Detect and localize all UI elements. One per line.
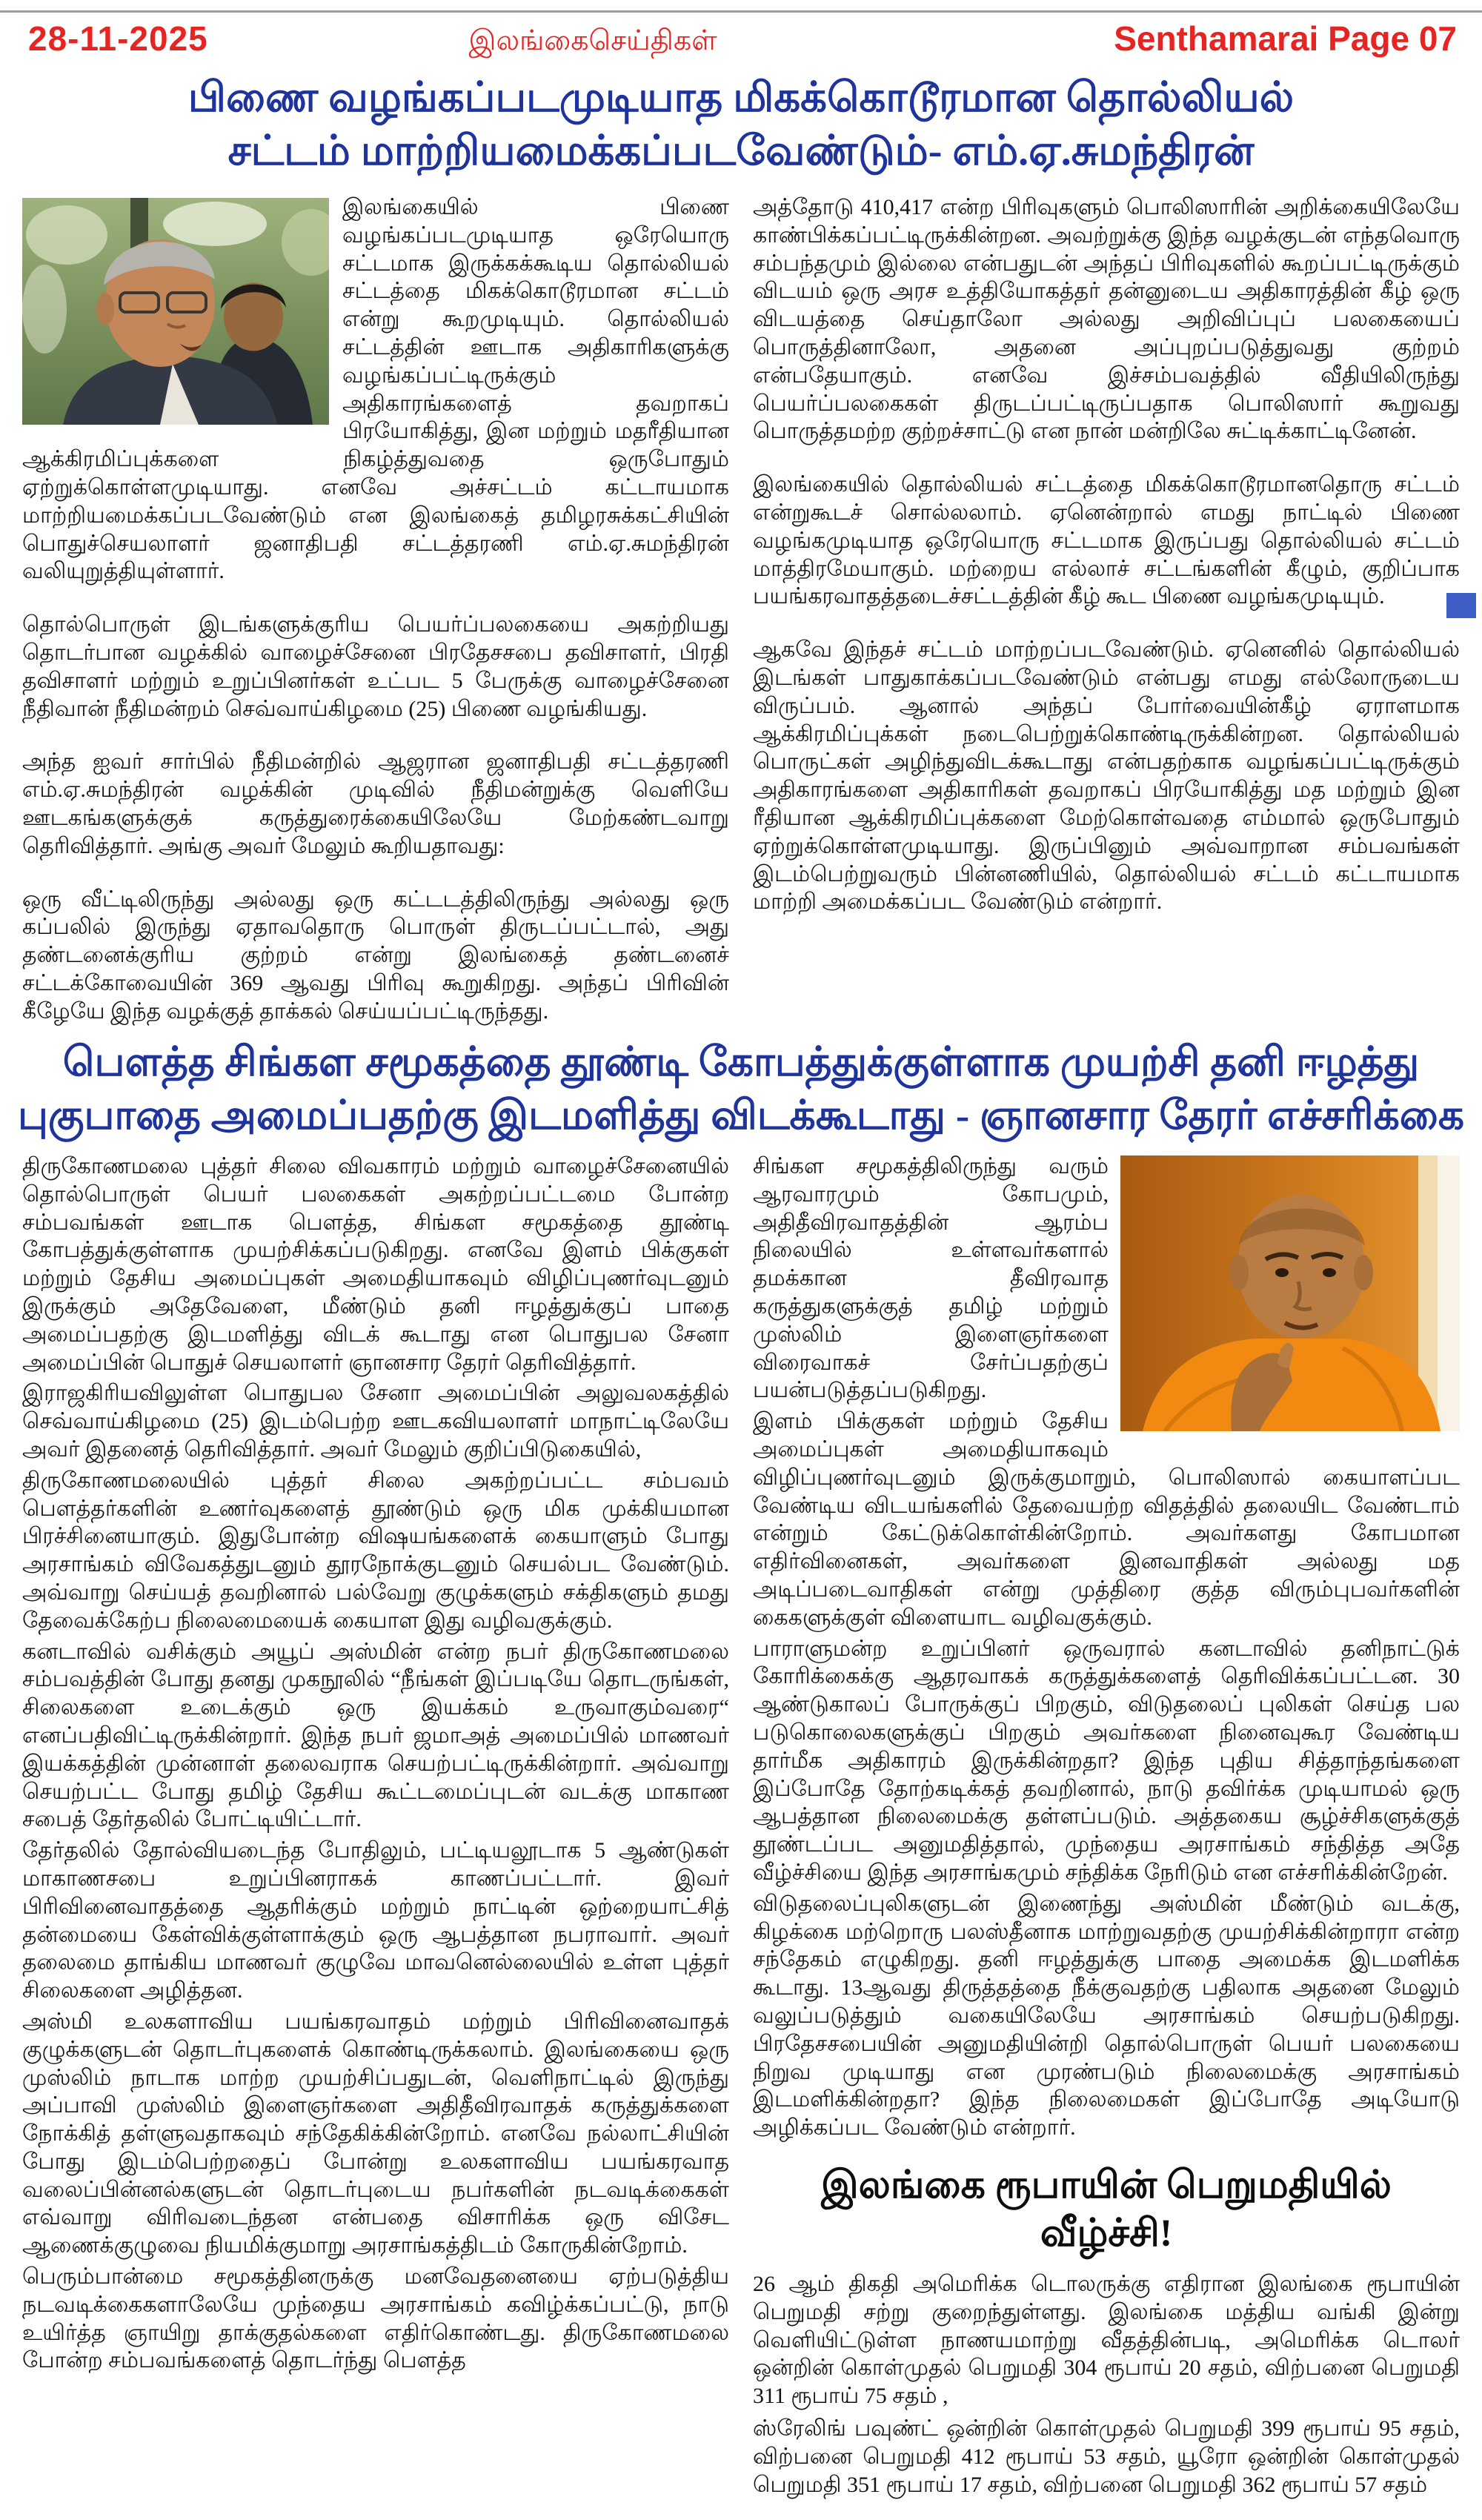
article2-paragraph: இராஜகிரியவிலுள்ள பொதுபல சேனா அமைப்பின் அலுவலகத்தில் செவ்வாய்கிழமை (25) இடம்பெற்ற ஊடகவியலாளர் மாநாட்டிலேயே அவர் இதனைத் தெரிவித்தார். அவர் மேலும் குறிப்பிடுகையில், [22,1381,729,1462]
edition-page-label: Senthamarai Page 07 [1114,19,1457,58]
article1-paragraph: அத்தோடு 410,417 என்ற பிரிவுகளும் பொலிஸாரின் அறிக்கையிலேயே காண்பிக்கப்பட்டிருக்கின்றன. அவற்றுக்கு இந்த வழக்குடன் எந்தவொரு சம்பந்தமும் இல்லை என்பதுடன் அந்தப் பிரிவுகளில் கூறப்பட்டிருக்கும் விடயம் ஒரு அரச உத்தியோகத்தர் தன்னுடைய அதிகாரத்தின் கீழ் ஒரு விடயத்தை செய்தாலோ அல்லது அறிவிப்புப் பலகையைப் பொருத்தினாலோ, அதனை அப்புறப்படுத்துவது குற்றம் என்பதேயாகும். எனவே இச்சம்பவத்தில் வீதியிலிருந்து பெயர்ப்பலகைகள் திருடப்பட்டிருப்பதாக பொலிஸார் கூறுவது பொருத்தமற்ற குற்றச்சாட்டு என நான் மன்றிலே சுட்டிக்காட்டினேன். [753,195,1460,444]
photo-sumanthiran-court [22,198,329,425]
article2-body [0,1153,1482,2520]
article1-headline [0,72,1482,188]
article2-paragraph: பெரும்பான்மை சமூகத்தினருக்கு மனவேதனையை ஏற்படுத்திய நடவடிக்கைகளாலேயே முந்தைய அரசாங்கம் கவிழ்க்கப்பட்டு, நாடு உயிர்த்த ஞாயிறு தாக்குதல்களை எதிர்கொண்டது. திருகோணமலை போன்ற சம்பவங்களைத் தொடர்ந்து பௌத்த [22,2264,729,2373]
page-header [0,13,1482,60]
article2-paragraph: விடுதலைப்புலிகளுடன் இணைந்து அஸ்மின் மீண்டும் வடக்கு, கிழக்கை மற்றொரு பலஸ்தீனாக மாற்றுவதற்கு முயற்சிக்கின்றாரா என்ற சந்தேகம் எழுகிறது. தனி ஈழத்துக்கு பாதை அமைக்க இடமளிக்க கூடாது. 13ஆவது திருத்தத்தை நீக்குவதற்கு பதிலாக அதனை மேலும் வலுப்படுத்தும் வகையிலேயே அரசாங்கம் செயற்படுகிறது. பிரதேசசபையின் அனுமதியின்றி தொல்பொருள் பெயர் பலகையை நிறுவ முடியாது என முரண்படும் நிலைமைக்கு அரசாங்கம் இடமளிக்கின்றதா? இந்த நிலைமைகள் இப்போதே அடியோடு அழிக்கப்பட வேண்டும் என்றார். [753,1891,1460,2141]
article3-headline: இலங்கை ரூபாயின் பெறுமதியில் வீழ்ச்சி! [821,2163,1392,2255]
article2-paragraph: பாராளுமன்ற உறுப்பினர் ஒருவரால் கனடாவில் தனிநாட்டுக் கோரிக்கைக்கு ஆதரவாகக் கருத்துக்களைத் தெரிவிக்கப்பட்டன. 30 ஆண்டுகாலப் போருக்குப் பிறகும், விடுதலைப் புலிகள் செய்த பல படுகொலைகளுக்குப் பிறகும் அவர்களை நினைவுகூர வேண்டிய தார்மீக அதிகாரம் இருக்கின்றதா? இந்த புதிய சித்தாந்தங்களை இப்போதே தோற்கடிக்கத் தவறினால், நாடு தவிர்க்க முடியாமல் ஒரு ஆபத்தான நிலைமைக்கு தள்ளப்படும். அத்தகைய சூழ்ச்சிகளுக்குத் தூண்டப்பட அனுமதித்தால், முந்தைய அரசாங்கம் சந்தித்த அதே வீழ்ச்சியை இந்த அரசாங்கமும் சந்திக்க நேரிடும் என எச்சரிக்கின்றேன். [753,1636,1460,1885]
article2-paragraph: திருகோணமலை புத்தர் சிலை விவகாரம் மற்றும் வாழைச்சேனையில் தொல்பொருள் பெயர் பலகைகள் அகற்றப்பட்டமை போன்ற சம்பவங்கள் ஊடாக பௌத்த, சிங்கள சமூகத்தை தூண்டி கோபத்துக்குள்ளாக முயற்சிக்கப்படுகிறது. எனவே இளம் பிக்குகள் மற்றும் தேசிய அமைப்புகள் அமைதியாகவும் விழிப்புணர்வுடனும் இருக்கும் அதேவேளை, மீண்டும் தனி ஈழத்துக்குப் பாதை அமைப்பதற்கு இடமளித்து விடக் கூடாது என பொதுபல சேனா அமைப்பின் பொதுச் செயலாளர் ஞானசார தேரர் தெரிவித்தார். [22,1154,729,1375]
article1-body [0,193,1482,1035]
article2-paragraph: திருகோணமலையில் புத்தர் சிலை அகற்றப்பட்ட சம்பவம் பௌத்தர்களின் உணர்வுகளைத் தூண்டும் ஒரு மிக முக்கியமான பிரச்சினையாகும். இதுபோன்ற விஷயங்களைக் கையாளும் போது அரசாங்கம் விவேகத்துடனும் தூரநோக்குடனும் செயல்பட வேண்டும். அவ்வாறு செய்யத் தவறினால் பல்வேறு குழுக்களும் சக்திகளும் தமது தேவைக்கேற்ப நிலைமையைக் கையாள இது வழிவகுக்கும். [22,1468,729,1633]
article1-paragraph: இலங்கையில் தொல்லியல் சட்டத்தை மிகக்கொடூரமானதொரு சட்டம் என்றுகூடச் சொல்லலாம். ஏனென்றால் எமது நாட்டில் பிணை வழங்கமுடியாத ஒரேயொரு சட்டமாக இருப்பது தொல்லியல் சட்டம் மாத்திரமேயாகும். மற்றைய எல்லாச் சட்டங்களின் கீழும், குறிப்பாக பயங்கரவாதத்தடைச்சட்டத்தின் கீழ் கூட பிணை வழங்கமுடியும். [753,472,1460,609]
article1-headline-line1: பிணை வழங்கப்படமுடியாத மிகக்கொடூரமான தொல்லியல் [187,75,1295,121]
article2-paragraph: சிங்கள சமூகத்திலிருந்து வரும் ஆரவாரமும் கோபமும், அதிதீவிரவாதத்தின் ஆரம்ப நிலையில் உள்ளவர்களால் தமக்கான தீவிரவாத கருத்துகளுக்குத் தமிழ் மற்றும் முஸ்லிம் இளைஞர்களை விரைவாகச் சேர்ப்பதற்குப் பயன்படுத்தப்படுகிறது. [753,1154,1109,1403]
article2-paragraph: கனடாவில் வசிக்கும் அயூப் அஸ்மின் என்ற நபர் திருகோணமலை சம்பவத்தின் போது தனது முகநூலில் “நீங்கள் இப்படியே தொடருங்கள், சிலைகளை உடைக்கும் ஒரு இயக்கம் உருவாகும்வரை“ எனப்பதிவிட்டிருக்கின்றார். இந்த நபர் ஜமாஅத் அமைப்பில் மாணவர் இயக்கத்தின் முன்னாள் தலைவராக செயற்பட்டிருக்கின்றார். அவ்வாறு செயற்பட்ட போது தமிழ் தேசிய கூட்டமைப்புடன் வடக்கு மாகாண சபைத் தேர்தலில் போட்டியிட்டார். [22,1639,729,1832]
article1-headline-line2: சட்டம் மாற்றியமைக்கப்படவேண்டும்- எம்.ஏ.சுமந்திரன் [227,127,1255,174]
article2-headline [0,1035,1482,1153]
article1-paragraph: அந்த ஐவர் சார்பில் நீதிமன்றில் ஆஜரான ஜனாதிபதி சட்டத்தரணி எம்.ஏ.சுமந்திரன் வழக்கின் முடிவில் நீதிமன்றுக்கு வெளியே ஊடகங்களுக்குக் கருத்துரைக்கையிலேயே மேற்கண்டவாறு தெரிவித்தார். அங்கு அவர் மேலும் கூறியதாவது: [22,749,729,858]
photo-gnanasara-thera [1120,1155,1460,1431]
article2-left-column [22,1153,729,2520]
article2-paragraph: தேர்தலில் தோல்வியடைந்த போதிலும், பட்டியலூடாக 5 ஆண்டுகள் மாகாணசபை உறுப்பினராகக் காணப்பட்டார். இவர் பிரிவினைவாதத்தை ஆதரிக்கும் மற்றும் நாட்டின் ஒற்றையாட்சித் தன்மையை கேள்விக்குள்ளாக்கும் ஒரு ஆபத்தான நபராவார். அவர் தலைமை தாங்கிய மாணவர் குழுவே மாவனெல்லையில் உள்ள புத்தர் சிலைகளை அழித்தன. [22,1838,729,2003]
margin-blue-marker [1446,593,1476,618]
article3-paragraph: 26 ஆம் திகதி அமெரிக்க டொலருக்கு எதிரான இலங்கை ரூபாயின் பெறுமதி சற்று குறைந்துள்ளது. இலங்கை மத்திய வங்கி இன்று வெளியிட்டுள்ள நாணயமாற்று வீதத்தின்படி, அமெரிக்க டொலர் ஒன்றின் கொள்முதல் பெறுமதி 304 ரூபாய் 20 சதம், விற்பனை பெறுமதி 311 ரூபாய் 75 சதம் , [753,2271,1460,2409]
article1-paragraph: ஒரு வீட்டிலிருந்து அல்லது ஒரு கட்டடத்திலிருந்து அல்லது ஒரு கப்பலில் இருந்து ஏதாவதொரு பொருள் திருடப்பட்டால், அது தண்டனைக்குரிய குற்றம் என்று இலங்கைத் தண்டனைச் சட்டக்கோவையின் 369 ஆவது பிரிவு கூறுகிறது. அந்தப் பிரிவின் கீழேயே இந்த வழக்குத் தாக்கல் செய்யப்பட்டிருந்தது. [22,886,729,1024]
issue-date: 28-11-2025 [28,19,208,58]
article3-paragraph: ஸ்ரேலிங் பவுண்ட் ஒன்றின் கொள்முதல் பெறுமதி 399 ரூபாய் 95 சதம், விற்பனை பெறுமதி 412 ரூபாய் 53 சதம், யூரோ ஒன்றின் கொள்முதல் பெறுமதி 351 ரூபாய் 17 சதம், விற்பனை பெறுமதி 362 ரூபாய் 57 சதம் [753,2415,1460,2497]
article1-paragraph: தொல்பொருள் இடங்களுக்குரிய பெயர்ப்பலகையை அகற்றியது தொடர்பான வழக்கில் வாழைச்சேனை பிரதேசசபை தவிசாளர், பிரதி தவிசாளர் மற்றும் உறுப்பினர்கள் உட்பட 5 பேருக்கு வாழைச்சேனை நீதிவான் நீதிமன்றம் செவ்வாய்கிழமை (25) பிணை வழங்கியது. [22,612,729,721]
article2-headline-line2: புகுபாதை அமைப்பதற்கு இடமளித்து விடக்கூடாது - ஞானசார தேரர் எச்சரிக்கை [17,1092,1465,1138]
article1-paragraph: இலங்கையில் பிணை வழங்கப்படமுடியாத ஒரேயொரு சட்டமாக இருக்கக்கூடிய தொல்லியல் சட்டத்தை மிகக்கொடூரமான சட்டம் என்று கூறமுடியும். தொல்லியல் சட்டத்தின் ஊடாக அதிகாரிகளுக்கு வழங்கப்பட்டிருக்கும் அதிகாரங்களைத் தவறாகப் பிரயோகித்து, இன மற்றும் மதரீதியான ஆக்கிரமிப்புக்களை நிகழ்த்துவதை ஒருபோதும் ஏற்றுக்கொள்ளமுடியாது. எனவே அச்சட்டம் கட்டாயமாக மாற்றியமைக்கப்படவேண்டும் என இலங்கைத் தமிழரசுக்கட்சியின் பொதுச்செயலாளர் ஜனாதிபதி சட்டத்தரணி எம்.ஏ.சுமந்திரன் வலியுறுத்தியுள்ளார். [22,195,729,584]
article1-right-column [753,193,1460,1035]
article2-paragraph: இளம் பிக்குகள் மற்றும் தேசிய அமைப்புகள் அமைதியாகவும் விழிப்புணர்வுடனும் இருக்குமாறும், பொலிஸால் கையாளப்பட வேண்டிய விடயங்களில் தேவையற்ற விதத்தில் தலையிட வேண்டாம் என்றும் கேட்டுக்கொள்கின்றோம். அவர்களது கோபமான எதிர்வினைகள், அவர்களை இனவாதிகள் அல்லது மத அடிப்படைவாதிகள் என்று முத்திரை குத்த விரும்புபவர்களின் கைகளுக்குள் விளையாட வழிவகுக்கும். [753,1409,1460,1630]
article2-paragraph: அஸ்மி உலகளாவிய பயங்கரவாதம் மற்றும் பிரிவினைவாதக் குழுக்களுடன் தொடர்புகளைக் கொண்டிருக்கலாம். இலங்கையை ஒரு முஸ்லிம் நாடாக மாற்ற முயற்சிப்பதுடன், வெளிநாட்டில் இருந்து அப்பாவி முஸ்லிம் இளைஞர்களை அதிதீவிரவாதக் கருத்துக்களை நோக்கித் தள்ளுவதாகவும் சந்தேகிக்கின்றோம். எனவே நல்லாட்சியின் போது இடம்பெற்றதைப் போன்று உலகளாவிய பயங்கரவாத வலைப்பின்னல்களுடன் தொடர்புடைய நபர்களின் நடவடிக்கைகள் எவ்வாறு விரிவடைந்தன என்பதை விசாரிக்க ஒரு விசேட ஆணைக்குழுவை நியமிக்குமாறு அரசாங்கத்திடம் கோருகின்றோம். [22,2009,729,2258]
monk-photo-graphic [1120,1155,1460,1431]
masthead-title: இலங்கைசெய்திகள் [468,25,717,56]
article2-right-column [753,1153,1460,2520]
article2-headline-line1: பௌத்த சிங்கள சமூகத்தை தூண்டி கோபத்துக்குள்ளாக முயற்சி தனி ஈழத்து [62,1039,1420,1084]
article1-paragraph: ஆகவே இந்தச் சட்டம் மாற்றப்படவேண்டும். ஏனெனில் தொல்லியல் இடங்கள் பாதுகாக்கப்படவேண்டும் என்பது எமது எல்லோருடைய விருப்பம். ஆனால் அந்தப் போர்வையின்கீழ் ஏராளமாக ஆக்கிரமிப்புக்கள் நடைபெற்றுக்கொண்டிருக்கின்றன. தொல்லியல் பொருட்கள் அழிந்துவிடக்கூடாது என்பதற்காக வழங்கப்பட்டிருக்கும் அதிகாரங்களை அதிகாரிகள் தவறாகப் பிரயோகித்து மத மற்றும் இன ரீதியான ஆக்கிரமிப்புக்களை மேற்கொள்வதை எம்மால் ஒருபோதும் ஏற்றுக்கொள்ளமுடியாது. இருப்பினும் அவ்வாறான சம்பவங்கள் இடம்பெற்றுவரும் பின்னணியில், தொல்லியல் சட்டம் கட்டாயமாக மாற்றி அமைக்கப்பட வேண்டும் என்றார். [753,637,1460,915]
court-photo-graphic [22,198,329,425]
article3-body [753,2270,1460,2499]
article1-left-column [22,193,729,1035]
